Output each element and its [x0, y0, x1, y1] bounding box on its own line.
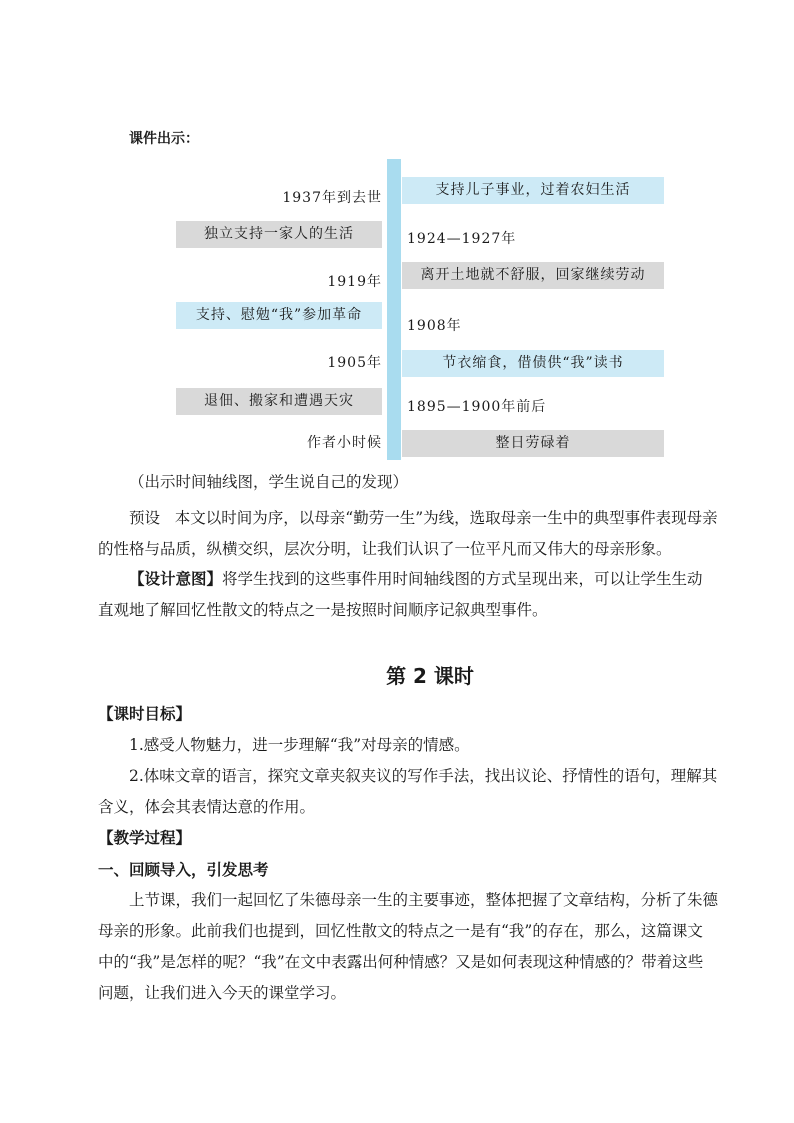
design-intent-paragraph	[98, 563, 718, 626]
preset-paragraph	[98, 503, 718, 565]
timeline-right-event-farmwife: 支持儿子事业，过着农妇生活	[402, 177, 664, 204]
timeline-left-date-1937: 1937年到去世	[282, 190, 382, 206]
timeline-left-date-1905: 1905年	[327, 355, 382, 371]
timeline-right-event-toil: 整日劳碌着	[402, 430, 664, 457]
timeline-right-date-1895: 1895—1900年前后	[407, 399, 547, 415]
timeline-note: （出示时间轴线图，学生说自己的发现）	[129, 473, 409, 491]
section-1-text: 上节课，我们一起回忆了朱德母亲一生的主要事迹，整体把握了文章结构，分析了朱德母亲的形象。此前我们也提到，回忆性散文的特点之一是有“我”的存在，那么，这篇课文中的“我”是怎样的呢？“我”在文中表露出何种情感？又是如何表现这种情感的？带着这些问题，让我们进入今天的课堂学习。	[98, 891, 719, 1002]
timeline-left-childhood: 作者小时候	[307, 435, 382, 451]
timeline-left-date-1919: 1919年	[327, 274, 382, 290]
lesson-title: 第 2 课时	[386, 664, 474, 688]
timeline-right-date-1924: 1924—1927年	[407, 231, 517, 247]
timeline-left-event-disaster: 退佃、搬家和遭遇天灾	[176, 388, 382, 415]
preset-label: 预设	[129, 509, 161, 527]
goal-2: 2.体味文章的语言，探究文章夹叙夹议的写作手法，找出议论、抒情性的语句，理解其含义，体会其表情达意的作用。	[98, 767, 718, 816]
timeline-right-event-labor: 离开土地就不舒服，回家继续劳动	[402, 262, 664, 289]
courseware-label: 课件出示：	[129, 131, 199, 147]
goals-label: 【课时目标】	[98, 704, 192, 723]
design-intent-text: 将学生找到的这些事件用时间轴线图的方式呈现出来，可以让学生生动直观地了解回忆性散文的特点之一是按照时间顺序记叙典型事件。	[98, 570, 703, 619]
timeline-axis	[387, 159, 401, 460]
timeline-left-event-independent: 独立支持一家人的生活	[176, 221, 382, 248]
timeline-right-event-thrift: 节衣缩食，借债供“我”读书	[402, 350, 664, 377]
preset-text: 本文以时间为序，以母亲“勤劳一生”为线，选取母亲一生中的典型事件表现母亲的性格与品质，纵横交织，层次分明，让我们认识了一位平凡而又伟大的母亲形象。	[98, 509, 718, 558]
design-intent-label: 【设计意图】	[129, 569, 223, 588]
timeline-right-date-1908: 1908年	[407, 318, 462, 334]
section-1-title: 一、回顾导入，引发思考	[98, 860, 269, 879]
timeline-left-event-revolution: 支持、慰勉“我”参加革命	[176, 302, 382, 329]
goal-1: 1.感受人物魅力，进一步理解“我”对母亲的情感。	[129, 736, 470, 754]
process-label: 【教学过程】	[98, 828, 192, 847]
